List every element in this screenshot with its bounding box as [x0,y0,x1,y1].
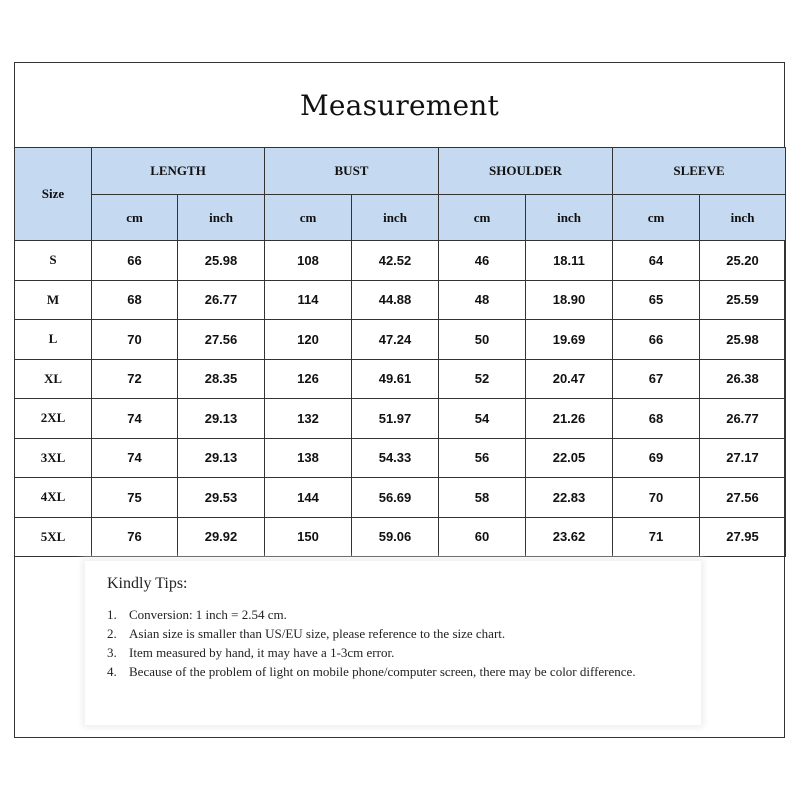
header-row-units [15,195,786,241]
group-header-length: LENGTH [92,148,265,195]
sleeve-inch-cell: 25.59 [700,280,786,320]
shoulder-cm-cell: 46 [439,241,526,281]
bust-inch-cell: 49.61 [352,359,439,399]
bust-cm-cell: 132 [265,399,352,439]
bust-inch-cell: 44.88 [352,280,439,320]
shoulder-inch-cell: 19.69 [526,320,613,360]
bust-inch-cell: 59.06 [352,517,439,557]
bust-inch-cell: 51.97 [352,399,439,439]
shoulder-inch-cell: 22.05 [526,438,613,478]
sleeve-cm-cell: 65 [613,280,700,320]
length-cm-cell: 66 [92,241,178,281]
table-row [15,359,786,399]
bust-inch-cell: 47.24 [352,320,439,360]
unit-header-bust-inch: inch [352,195,439,241]
bust-cm-cell: 138 [265,438,352,478]
length-inch-cell: 29.92 [178,517,265,557]
bust-cm-cell: 120 [265,320,352,360]
unit-header-shoulder-cm: cm [439,195,526,241]
table-row [15,399,786,439]
length-inch-cell: 26.77 [178,280,265,320]
shoulder-cm-cell: 54 [439,399,526,439]
size-label: M [15,280,92,320]
length-cm-cell: 76 [92,517,178,557]
unit-header-bust-cm: cm [265,195,352,241]
shoulder-inch-cell: 18.11 [526,241,613,281]
unit-header-length-cm: cm [92,195,178,241]
bust-inch-cell: 56.69 [352,478,439,518]
unit-header-sleeve-cm: cm [613,195,700,241]
sleeve-cm-cell: 68 [613,399,700,439]
bust-cm-cell: 150 [265,517,352,557]
header-row-groups [15,148,786,195]
shoulder-cm-cell: 48 [439,280,526,320]
shoulder-cm-cell: 52 [439,359,526,399]
tip-number: 3. [107,645,117,660]
tips-heading: Kindly Tips: [107,575,188,592]
chart-title: Measurement [300,88,499,122]
unit-header-sleeve-inch: inch [700,195,786,241]
sleeve-cm-cell: 70 [613,478,700,518]
length-cm-cell: 70 [92,320,178,360]
sleeve-cm-cell: 66 [613,320,700,360]
shoulder-inch-cell: 23.62 [526,517,613,557]
sleeve-inch-cell: 27.56 [700,478,786,518]
length-cm-cell: 72 [92,359,178,399]
sleeve-inch-cell: 26.38 [700,359,786,399]
table-row [15,320,786,360]
tip-text: Item measured by hand, it may have a 1-3cm error. [129,645,395,660]
shoulder-inch-cell: 21.26 [526,399,613,439]
sleeve-inch-cell: 27.17 [700,438,786,478]
sleeve-cm-cell: 67 [613,359,700,399]
tip-number: 2. [107,626,117,641]
size-label: 2XL [15,399,92,439]
list-item [107,605,687,624]
table-row [15,438,786,478]
group-header-bust: BUST [265,148,439,195]
shoulder-cm-cell: 56 [439,438,526,478]
length-cm-cell: 74 [92,399,178,439]
size-label: XL [15,359,92,399]
bust-cm-cell: 114 [265,280,352,320]
length-inch-cell: 29.13 [178,399,265,439]
group-header-sleeve: SLEEVE [613,148,786,195]
size-label: S [15,241,92,281]
length-inch-cell: 25.98 [178,241,265,281]
size-table [14,147,786,557]
length-inch-cell: 27.56 [178,320,265,360]
tip-number: 1. [107,607,117,622]
shoulder-inch-cell: 18.90 [526,280,613,320]
sleeve-inch-cell: 25.20 [700,241,786,281]
unit-header-shoulder-inch: inch [526,195,613,241]
length-inch-cell: 28.35 [178,359,265,399]
sleeve-inch-cell: 25.98 [700,320,786,360]
sleeve-cm-cell: 64 [613,241,700,281]
size-label: 5XL [15,517,92,557]
measurement-chart [14,62,785,738]
bust-cm-cell: 108 [265,241,352,281]
tip-text: Asian size is smaller than US/EU size, please reference to the size chart. [129,626,506,641]
group-header-shoulder: SHOULDER [439,148,613,195]
table-row [15,241,786,281]
size-label: 4XL [15,478,92,518]
list-item [107,662,687,681]
bust-inch-cell: 54.33 [352,438,439,478]
table-row [15,517,786,557]
size-label: L [15,320,92,360]
length-cm-cell: 75 [92,478,178,518]
shoulder-cm-cell: 50 [439,320,526,360]
sleeve-inch-cell: 27.95 [700,517,786,557]
size-column-header: Size [15,148,92,241]
list-item [107,624,687,643]
tip-text: Because of the problem of light on mobile phone/computer screen, there may be color difference. [129,664,636,679]
length-inch-cell: 29.13 [178,438,265,478]
size-label: 3XL [15,438,92,478]
size-table-body [15,241,786,557]
table-row [15,478,786,518]
shoulder-cm-cell: 58 [439,478,526,518]
unit-header-length-inch: inch [178,195,265,241]
bust-cm-cell: 144 [265,478,352,518]
bust-inch-cell: 42.52 [352,241,439,281]
tip-text: Conversion: 1 inch = 2.54 cm. [129,607,287,622]
shoulder-inch-cell: 22.83 [526,478,613,518]
table-row [15,280,786,320]
length-cm-cell: 68 [92,280,178,320]
tips-list [107,605,687,681]
sleeve-cm-cell: 69 [613,438,700,478]
list-item [107,643,687,662]
tip-number: 4. [107,664,117,679]
shoulder-cm-cell: 60 [439,517,526,557]
length-inch-cell: 29.53 [178,478,265,518]
kindly-tips-box [85,561,701,725]
shoulder-inch-cell: 20.47 [526,359,613,399]
sleeve-inch-cell: 26.77 [700,399,786,439]
bust-cm-cell: 126 [265,359,352,399]
sleeve-cm-cell: 71 [613,517,700,557]
length-cm-cell: 74 [92,438,178,478]
